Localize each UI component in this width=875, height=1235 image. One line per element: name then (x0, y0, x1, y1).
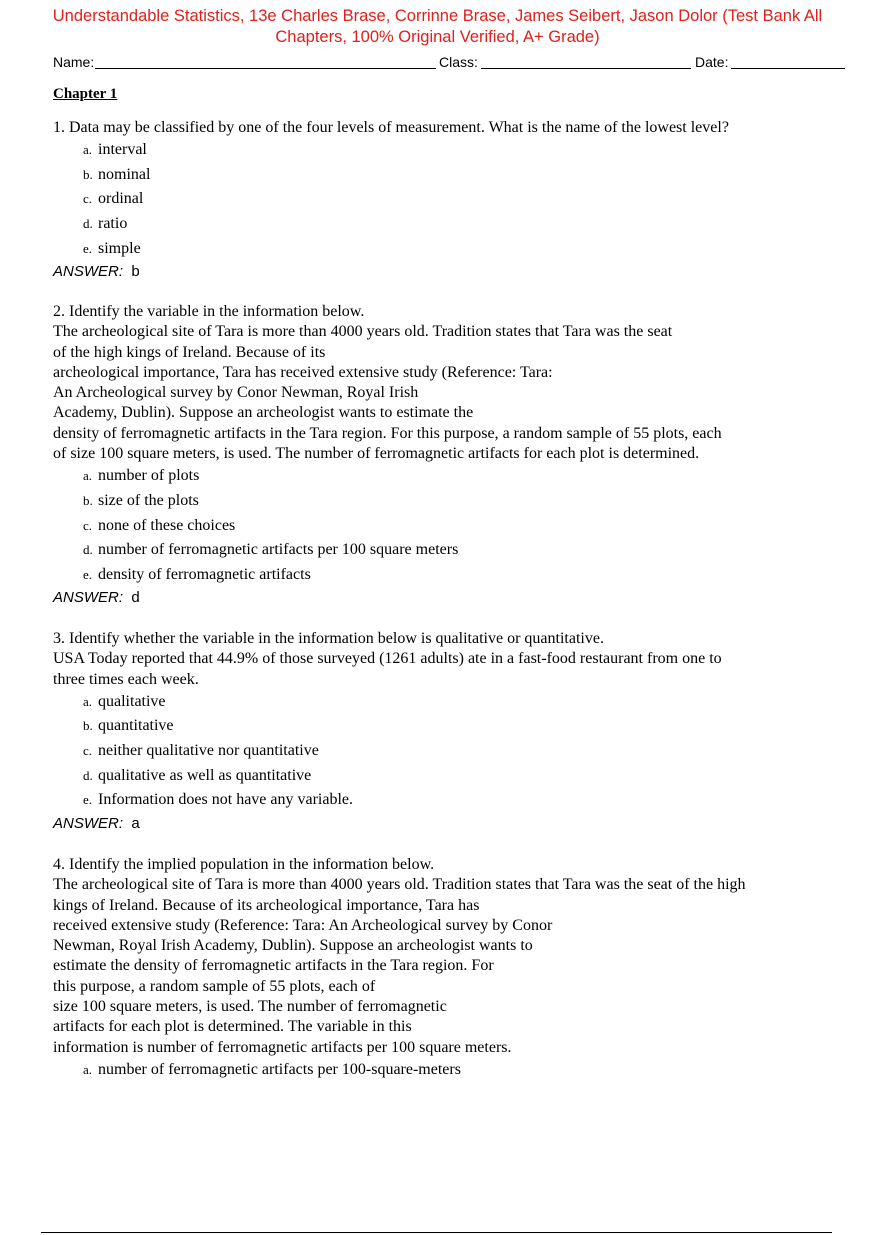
option-d (53, 212, 833, 237)
date-blank-line (731, 68, 845, 69)
option-letter: c. (83, 743, 93, 759)
option-letter: c. (83, 517, 93, 533)
question-text-line: archeological importance, Tara has received extensive study (Reference: Tara: (53, 363, 553, 381)
option-a (53, 464, 833, 489)
option-text: Information does not have any variable. (98, 791, 354, 809)
option-text: simple (98, 239, 141, 257)
option-letter: a. (83, 693, 93, 709)
question-text-line: received extensive study (Reference: Tara: An Archeological survey by Conor (53, 916, 553, 934)
question-text-line: size 100 square meters, is used. The number of ferromagnetic (53, 998, 447, 1016)
option-text: nominal (98, 165, 151, 183)
chapter-title: Chapter 1 (53, 86, 118, 102)
question-text-line: three times each week. (53, 670, 199, 688)
question-text-line: The archeological site of Tara is more than 4000 years old. Tradition states that Tara was the seat (53, 323, 673, 341)
question-1 (53, 118, 833, 283)
question-text-line: 1. Data may be classified by one of the four levels of measurement. What is the name of the lowest level? (53, 119, 729, 136)
date-label: Date: (695, 54, 729, 70)
option-text: qualitative as well as quantitative (98, 766, 312, 784)
question-4 (53, 855, 833, 1083)
option-a (53, 1058, 833, 1083)
option-b (53, 714, 833, 739)
question-text-line: this purpose, a random sample of 55 plots, each of (53, 977, 376, 995)
answer-line (53, 587, 833, 609)
student-info-row (53, 52, 848, 72)
option-letter: d. (83, 542, 93, 558)
option-a (53, 690, 833, 715)
class-blank-line (481, 68, 691, 69)
question-text-line: 4. Identify the implied population in the information below. (53, 856, 435, 873)
option-letter: b. (83, 718, 93, 734)
option-letter: b. (83, 166, 93, 182)
option-c (53, 187, 833, 212)
answer-label: ANSWER: (53, 589, 124, 607)
answer-value: b (131, 263, 140, 281)
option-c (53, 739, 833, 764)
option-letter: a. (83, 1061, 93, 1077)
option-text: number of ferromagnetic artifacts per 100 square meters (98, 541, 459, 559)
option-text: none of these choices (98, 516, 236, 534)
option-b (53, 489, 833, 514)
option-letter: d. (83, 767, 93, 783)
option-letter: d. (83, 216, 93, 232)
name-blank-line (95, 68, 436, 69)
class-label: Class: (439, 54, 478, 70)
option-text: interval (98, 141, 147, 159)
option-text: number of ferromagnetic artifacts per 100-square-meters (98, 1060, 461, 1078)
option-d (53, 764, 833, 789)
option-text: qualitative (98, 692, 166, 710)
option-text: density of ferromagnetic artifacts (98, 565, 311, 583)
option-b (53, 163, 833, 188)
answer-line (53, 813, 833, 835)
footer-rule (41, 1232, 832, 1233)
question-text-line: The archeological site of Tara is more than 4000 years old. Tradition states that Tara was the seat of the high (53, 876, 746, 894)
question-text-line: Academy, Dublin). Suppose an archeologist wants to estimate the (53, 404, 474, 422)
banner-line-2: Chapters, 100% Original Verified, A+ Grade) (275, 28, 600, 46)
question-text-line: 2. Identify the variable in the information below. (53, 303, 365, 320)
option-a (53, 138, 833, 163)
option-text: ordinal (98, 190, 144, 208)
option-text: neither qualitative nor quantitative (98, 742, 319, 760)
document-banner (0, 6, 875, 48)
question-text-line: 3. Identify whether the variable in the information below is qualitative or quantitative. (53, 630, 604, 647)
question-text-line: density of ferromagnetic artifacts in the Tara region. For this purpose, a random sample of 55 plots, each (53, 424, 722, 442)
option-letter: c. (83, 191, 93, 207)
answer-value: a (131, 814, 140, 832)
option-e (53, 237, 833, 262)
question-text-line: information is number of ferromagnetic artifacts per 100 square meters. (53, 1038, 512, 1056)
option-e (53, 788, 833, 813)
question-3 (53, 629, 833, 835)
option-letter: b. (83, 492, 93, 508)
name-label: Name: (53, 54, 95, 70)
option-letter: e. (83, 240, 93, 256)
option-text: quantitative (98, 717, 174, 735)
question-text-line: estimate the density of ferromagnetic artifacts in the Tara region. For (53, 957, 494, 975)
question-text-line: USA Today reported that 44.9% of those surveyed (1261 adults) ate in a fast-food restaurant from one to (53, 650, 722, 668)
option-d (53, 538, 833, 563)
answer-label: ANSWER: (53, 814, 124, 832)
answer-label: ANSWER: (53, 263, 124, 281)
option-letter: e. (83, 566, 93, 582)
option-letter: a. (83, 468, 93, 484)
answer-line (53, 261, 833, 283)
question-text-line: of the high kings of Ireland. Because of its (53, 343, 326, 361)
option-letter: a. (83, 142, 93, 158)
option-text: size of the plots (98, 491, 199, 509)
question-text-line: An Archeological survey by Conor Newman, Royal Irish (53, 384, 419, 402)
option-c (53, 514, 833, 539)
banner-line-1: Understandable Statistics, 13e Charles Brase, Corrinne Brase, James Seibert, Jason Dolor (Test Bank All (52, 7, 823, 25)
option-text: ratio (98, 215, 128, 233)
answer-value: d (131, 589, 140, 607)
question-text-line: of size 100 square meters, is used. The number of ferromagnetic artifacts for each plot is determined. (53, 445, 700, 463)
option-e (53, 563, 833, 588)
option-text: number of plots (98, 467, 200, 485)
question-text-line: Newman, Royal Irish Academy, Dublin). Suppose an archeologist wants to (53, 937, 533, 955)
question-text-line: artifacts for each plot is determined. The variable in this (53, 1018, 412, 1036)
option-letter: e. (83, 792, 93, 808)
question-2 (53, 302, 833, 609)
question-text-line: kings of Ireland. Because of its archeological importance, Tara has (53, 896, 480, 914)
